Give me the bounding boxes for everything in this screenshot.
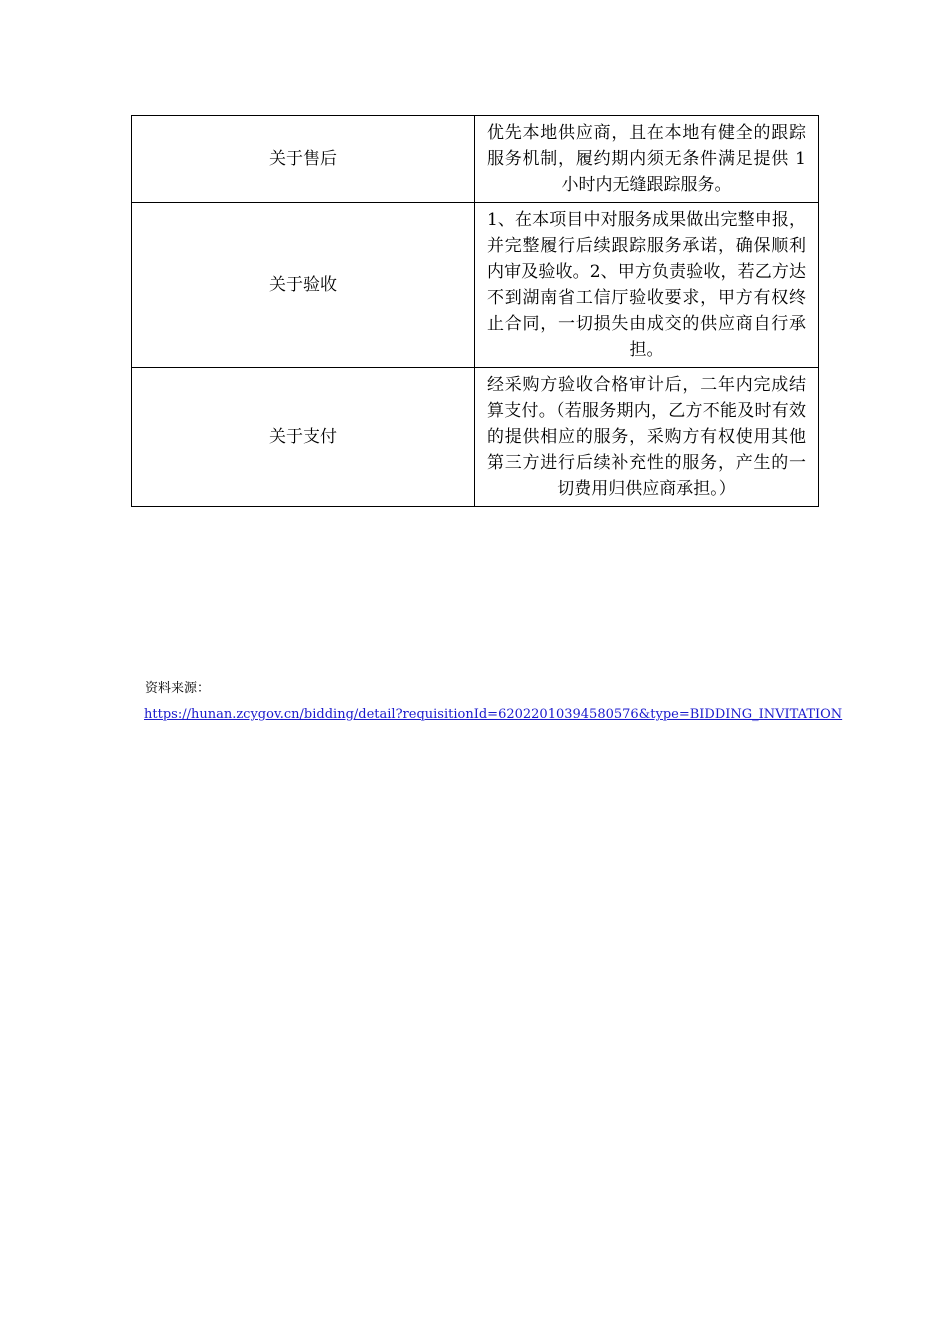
row-content-acceptance: 1、在本项目中对服务成果做出完整申报，并完整履行后续跟踪服务承诺，确保顺利内审及验收。2、甲方负责验收，若乙方达不到湖南省工信厅验收要求，甲方有权终止合同，一切损失由成交的供应商自行承担。 bbox=[475, 203, 819, 368]
row-label-payment: 关于支付 bbox=[132, 368, 475, 507]
table-row bbox=[132, 116, 819, 203]
row-label-acceptance: 关于验收 bbox=[132, 203, 475, 368]
source-link[interactable]: https://hunan.zcygov.cn/bidding/detail?requisitionId=62022010394580576&type=BIDDING_INVITATION bbox=[144, 707, 843, 722]
row-content-payment: 经采购方验收合格审计后，二年内完成结算支付。（若服务期内，乙方不能及时有效的提供相应的服务，采购方有权使用其他第三方进行后续补充性的服务，产生的一切费用归供应商承担。） bbox=[475, 368, 819, 507]
source-label: 资料来源： bbox=[145, 681, 211, 696]
row-label-after-sales: 关于售后 bbox=[132, 116, 475, 203]
row-content-after-sales: 优先本地供应商，且在本地有健全的跟踪服务机制，履约期内须无条件满足提供 1 小时内无缝跟踪服务。 bbox=[475, 116, 819, 203]
table-row bbox=[132, 203, 819, 368]
terms-table bbox=[131, 115, 819, 507]
table-row bbox=[132, 368, 819, 507]
